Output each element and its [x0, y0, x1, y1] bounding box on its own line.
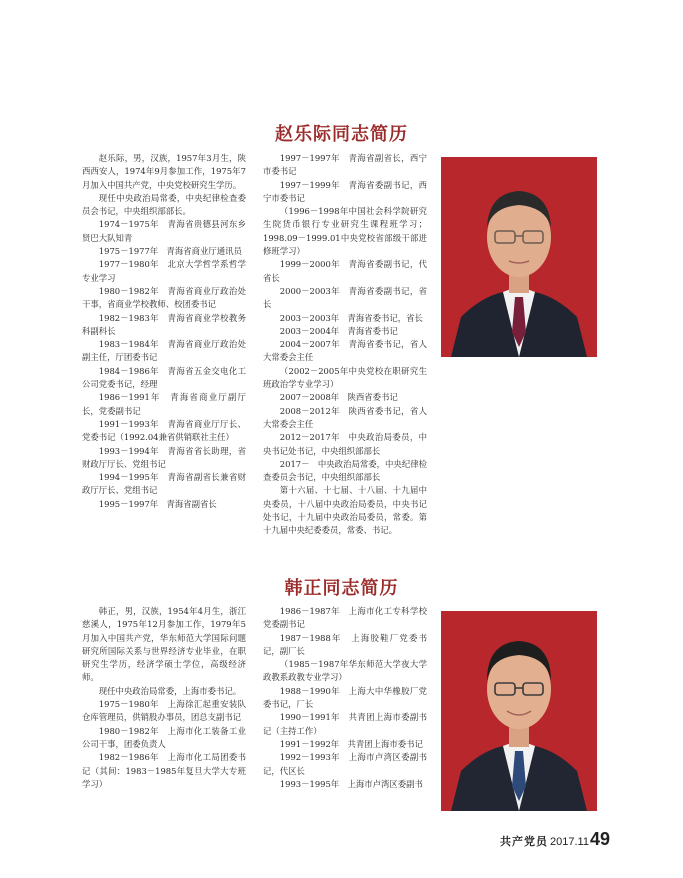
resume-entry: 1986－1987年 上海市化工专科学校党委副书记	[263, 606, 427, 630]
resume-entry: 韩正，男，汉族，1954年4月生，浙江慈溪人，1975年12月参加工作，1979年5月加入中国共产党，华东师范大学国际问题研究所国际关系与世界经济专业毕业，在职研究生学历，经济学硕士学位，高级经济师。	[82, 606, 246, 683]
resume-entry: 第十六届、十七届、十八届、十九届中央委员，十八届中央政治局委员，中央书记处书记，十九届中央政治局委员，常委。第十九届中央纪委委员，常委、书记。	[263, 485, 427, 536]
issue-number: 2017.11	[550, 836, 589, 848]
page-number: 49	[589, 829, 610, 849]
resume-entry: 2012－2017年 中央政治局委员，中央书记处书记，中央组织部部长	[263, 432, 427, 456]
resume-entry: 1975－1977年 青海省商业厅通讯员	[98, 246, 242, 257]
resume-entry: （2002－2005年中央党校在职研究生班政治学专业学习）	[263, 365, 427, 390]
resume-entry: 1995－1997年 青海省副省长	[98, 498, 217, 509]
han-resume-column-right	[263, 605, 427, 791]
resume-entry: 2008－2012年 陕西省委书记，省人大常委会主任	[263, 405, 427, 429]
resume-entry: 1977－1980年 北京大学哲学系哲学专业学习	[82, 259, 246, 283]
resume-entry: （1985－1987年华东师范大学夜大学政教系政教专业学习）	[263, 659, 427, 683]
resume-entry: 现任中央政治局常委，中央纪律检查委员会书记，中央组织部部长。	[82, 192, 246, 217]
resume-entry: 1980－1982年 青海省商业厅政治处干事，省商业学校教师、校团委书记	[82, 285, 246, 310]
resume-entry: （1996－1998年中国社会科学院研究生院货币银行专业研究生课程班学习；1998.09－1999.01中央党校省部级干部进修班学习）	[263, 206, 427, 257]
section-title-han: 韩正同志简历	[284, 578, 399, 599]
resume-entry: 1991－1993年 青海省商业厅厅长、党委书记（1992.04兼省供销联社主任）	[82, 418, 246, 443]
resume-entry: 1975－1980年 上海徐汇起重安装队仓库管理员，供销股办事员，团总支副书记	[82, 699, 246, 723]
resume-entry: 1980－1982年 上海市化工装备工业公司干事，团委负责人	[82, 725, 246, 749]
zhao-resume-column-right	[263, 152, 427, 538]
page-footer	[500, 829, 610, 849]
resume-entry: 赵乐际，男，汉族，1957年3月生，陕西西安人，1974年9月参加工作，1975年7月加入中国共产党，中央党校研究生学历。	[82, 153, 246, 190]
section-title-zhao: 赵乐际同志简历	[275, 124, 408, 145]
zhao-portrait-photo	[441, 157, 597, 357]
resume-entry: 1997－1999年 青海省委副书记，西宁市委书记	[263, 179, 427, 203]
resume-entry: 2004－2007年 青海省委书记，省人大常委会主任	[263, 339, 427, 363]
resume-entry: 2000－2003年 青海省委副书记，省长	[263, 285, 427, 310]
resume-entry: 1997－1997年 青海省副省长，西宁市委书记	[263, 153, 427, 177]
resume-entry: 1993－1994年 青海省省长助理，省财政厅厅长、党组书记	[82, 445, 246, 469]
resume-entry: 1988－1990年 上海大中华橡胶厂党委书记，厂长	[263, 685, 427, 710]
resume-entry: 1984－1986年 青海省五金交电化工公司党委书记，经理	[82, 365, 246, 390]
resume-entry: 1986－1991年 青海省商业厅副厅长，党委副书记	[82, 392, 246, 416]
resume-entry: 1982－1986年 上海市化工局团委书记（其间：1983－1985年复旦大学大专班学习）	[82, 752, 246, 789]
han-resume-column-left	[82, 605, 246, 791]
han-portrait-photo	[441, 611, 597, 811]
resume-entry: 1982－1983年 青海省商业学校教务科副科长	[82, 312, 246, 336]
resume-entry: 2017－ 中央政治局常委，中央纪律检查委员会书记，中央组织部部长	[263, 458, 427, 483]
resume-entry: 1999－2000年 青海省委副书记，代省长	[263, 259, 427, 283]
resume-entry: 1987－1988年 上海胶鞋厂党委书记，副厂长	[263, 632, 427, 656]
resume-entry: 2007－2008年 陕西省委书记	[279, 392, 398, 403]
resume-entry: 2003－2003年 青海省委书记，省长	[279, 312, 423, 323]
zhao-resume-column-left	[82, 152, 246, 511]
resume-entry: 2003－2004年 青海省委书记	[279, 325, 398, 336]
resume-entry: 1983－1984年 青海省商业厅政治处副主任，厅团委书记	[82, 339, 246, 363]
resume-entry: 1974－1975年 青海省贵德县河东乡贤巴大队知青	[82, 219, 246, 243]
resume-entry: 1991－1992年 共青团上海市委书记	[279, 738, 423, 749]
resume-entry: 1990－1991年 共青团上海市委副书记（主持工作）	[263, 712, 427, 736]
magazine-name: 共产党员	[500, 835, 548, 848]
resume-entry: 1992－1993年 上海市卢湾区委副书记，代区长	[263, 752, 427, 776]
resume-entry: 现任中央政治局常委，上海市委书记。	[98, 685, 242, 696]
resume-entry: 1993－1995年 上海市卢湾区委副书	[279, 778, 423, 789]
resume-entry: 1994－1995年 青海省副省长兼省财政厅厅长、党组书记	[82, 472, 246, 496]
